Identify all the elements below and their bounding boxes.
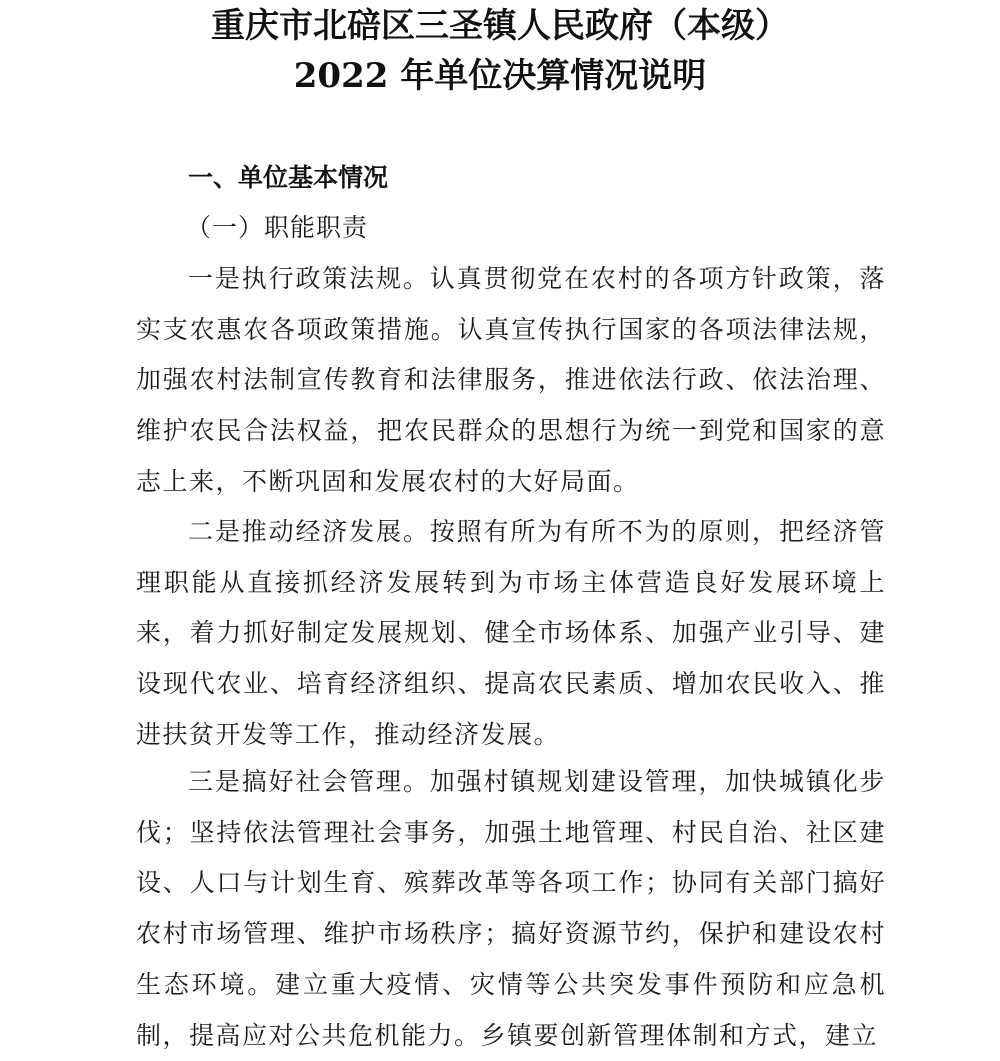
paragraph-social-management: 三是搞好社会管理。加强村镇规划建设管理，加快城镇化步伐；坚持依法管理社会事务，加强土地管理、村民自治、社区建设、人口与计划生育、殡葬改革等各项工作；协同有关部门搞好农村市场管理、维护市场秩序；搞好资源节约，保护和建设农村生态环境。建立重大疫情、灾情等公共突发事件预防和应急机制，提高应对公共危机能力。乡镇要创新管理体制和方式，建立 [136, 767, 886, 1050]
document-title-line-2: 2022 年单位决算情况说明 [293, 56, 707, 96]
section-heading: 一、单位基本情况 [188, 163, 389, 192]
paragraph-economy: 二是推动经济发展。按照有所为有所不为的原则，把经济管理职能从直接抓经济发展转到为市场主体营造良好发展环境上来，着力抓好制定发展规划、健全市场体系、加强产业引导、建设现代农业、培育经济组织、提高农民素质、增加农民收入、推进扶贫开发等工作，推动经济发展。 [136, 517, 886, 749]
document-title-line-1: 重庆市北碚区三圣镇人民政府（本级） [211, 6, 789, 46]
paragraph-policy: 一是执行政策法规。认真贯彻党在农村的各项方针政策，落实支农惠农各项政策措施。认真宣传执行国家的各项法律法规，加强农村法制宣传教育和法律服务，推进依法行政、依法治理、维护农民合法权益，把农民群众的思想行为统一到党和国家的意志上来，不断巩固和发展农村的大好局面。 [136, 264, 886, 496]
subsection-heading: （一）职能职责 [186, 213, 369, 242]
